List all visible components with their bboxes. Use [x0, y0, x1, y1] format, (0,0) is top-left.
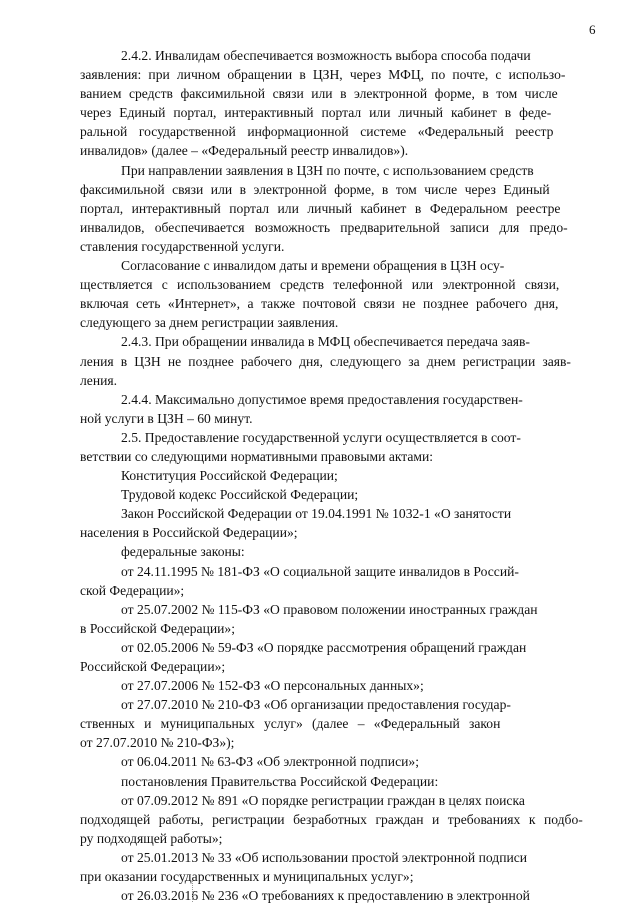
- text-line: от 27.07.2006 № 152-ФЗ «О персональных данных»;: [121, 678, 424, 694]
- text-line: Закон Российской Федерации от 19.04.1991 № 1032-1 «О занятости: [121, 506, 512, 522]
- text-line: ветствии со следующими нормативными правовыми актами:: [80, 448, 434, 464]
- text-line: от 25.07.2002 № 115-ФЗ «О правовом положении иностранных граждан: [121, 601, 538, 617]
- page-number: 6: [589, 22, 596, 37]
- text-line: ществляется с использованием средств телефонной или электронной связи,: [80, 277, 560, 293]
- text-line: портал, интерактивный портал или личный кабинет в Федеральном реестре: [80, 200, 561, 216]
- text-line: инвалидов» (далее – «Федеральный реестр инвалидов»).: [80, 143, 409, 159]
- text-line: ления в ЦЗН не позднее рабочего дня, следующего за днем регистрации заяв-: [80, 353, 571, 369]
- text-line: от 25.01.2013 № 33 «Об использовании простой электронной подписи: [121, 849, 528, 865]
- text-line: 2.5. Предоставление государственной услуги осуществляется в соот-: [121, 429, 521, 445]
- text-line: Конституция Российской Федерации;: [121, 468, 338, 484]
- text-line: инвалидов, обеспечивается возможность предварительной записи для предо-: [80, 219, 568, 235]
- text-line: 2.4.3. При обращении инвалида в МФЦ обеспечивается передача заяв-: [121, 334, 530, 350]
- text-line: ления.: [80, 372, 118, 388]
- scan-artifact: [192, 880, 194, 902]
- text-line: 2.4.2. Инвалидам обеспечивается возможность выбора способа подачи: [121, 48, 531, 63]
- text-line: ральной государственной информационной системе «Федеральный реестр: [80, 124, 554, 140]
- text-line: населения в Российской Федерации»;: [80, 525, 298, 541]
- text-line: ской Федерации»;: [80, 582, 185, 598]
- text-line: при оказании государственных и муниципальных услуг»;: [80, 869, 414, 885]
- text-line: ставления государственной услуги.: [80, 238, 285, 254]
- text-line: от 02.05.2006 № 59-ФЗ «О порядке рассмотрения обращений граждан: [121, 639, 527, 655]
- text-line: ственных и муниципальных услуг» (далее – «Федеральный закон: [80, 716, 501, 732]
- text-line: от 26.03.2016 № 236 «О требованиях к предоставлению в электронной: [121, 888, 530, 904]
- text-line: от 27.07.2010 № 210-ФЗ «Об организации предоставления государ-: [121, 697, 511, 713]
- document-body: [80, 46, 597, 905]
- text-line: Согласование с инвалидом даты и времени обращения в ЦЗН осу-: [121, 258, 505, 274]
- text-line: Российской Федерации»;: [80, 659, 226, 674]
- text-line: Трудовой кодекс Российской Федерации;: [121, 487, 359, 503]
- text-line: ванием средств факсимильной связи или в электронной форме, в том числе: [80, 86, 558, 102]
- text-line: от 07.09.2012 № 891 «О порядке регистрации граждан в целях поиска: [121, 792, 525, 808]
- text-line: включая сеть «Интернет», а также почтовой связи не позднее рабочего дня,: [80, 296, 559, 312]
- text-line: факсимильной связи или в электронной форме, в том числе через Единый: [80, 181, 550, 197]
- text-line: от 06.04.2011 № 63-ФЗ «Об электронной подписи»;: [121, 754, 419, 770]
- text-line: постановления Правительства Российской Федерации:: [121, 773, 439, 789]
- text-line: от 27.07.2010 № 210-ФЗ»);: [80, 735, 235, 751]
- text-line: подходящей работы, регистрации безработных граждан и требованиях к подбо-: [80, 811, 583, 827]
- text-line: 2.4.4. Максимально допустимое время предоставления государствен-: [121, 391, 523, 407]
- text-line: федеральные законы:: [121, 544, 245, 560]
- text-line: через Единый портал, интерактивный портал или личный кабинет в феде-: [80, 105, 552, 121]
- text-line: заявления: при личном обращении в ЦЗН, через МФЦ, по почте, с использо-: [80, 67, 566, 83]
- text-line: от 24.11.1995 № 181-ФЗ «О социальной защите инвалидов в Россий-: [121, 563, 519, 579]
- text-line: ру подходящей работы»;: [80, 830, 223, 846]
- text-line: следующего за днем регистрации заявления.: [80, 315, 339, 331]
- text-line: в Российской Федерации»;: [80, 620, 235, 636]
- text-line: ной услуги в ЦЗН – 60 минут.: [80, 410, 253, 426]
- text-line: При направлении заявления в ЦЗН по почте, с использованием средств: [121, 162, 534, 178]
